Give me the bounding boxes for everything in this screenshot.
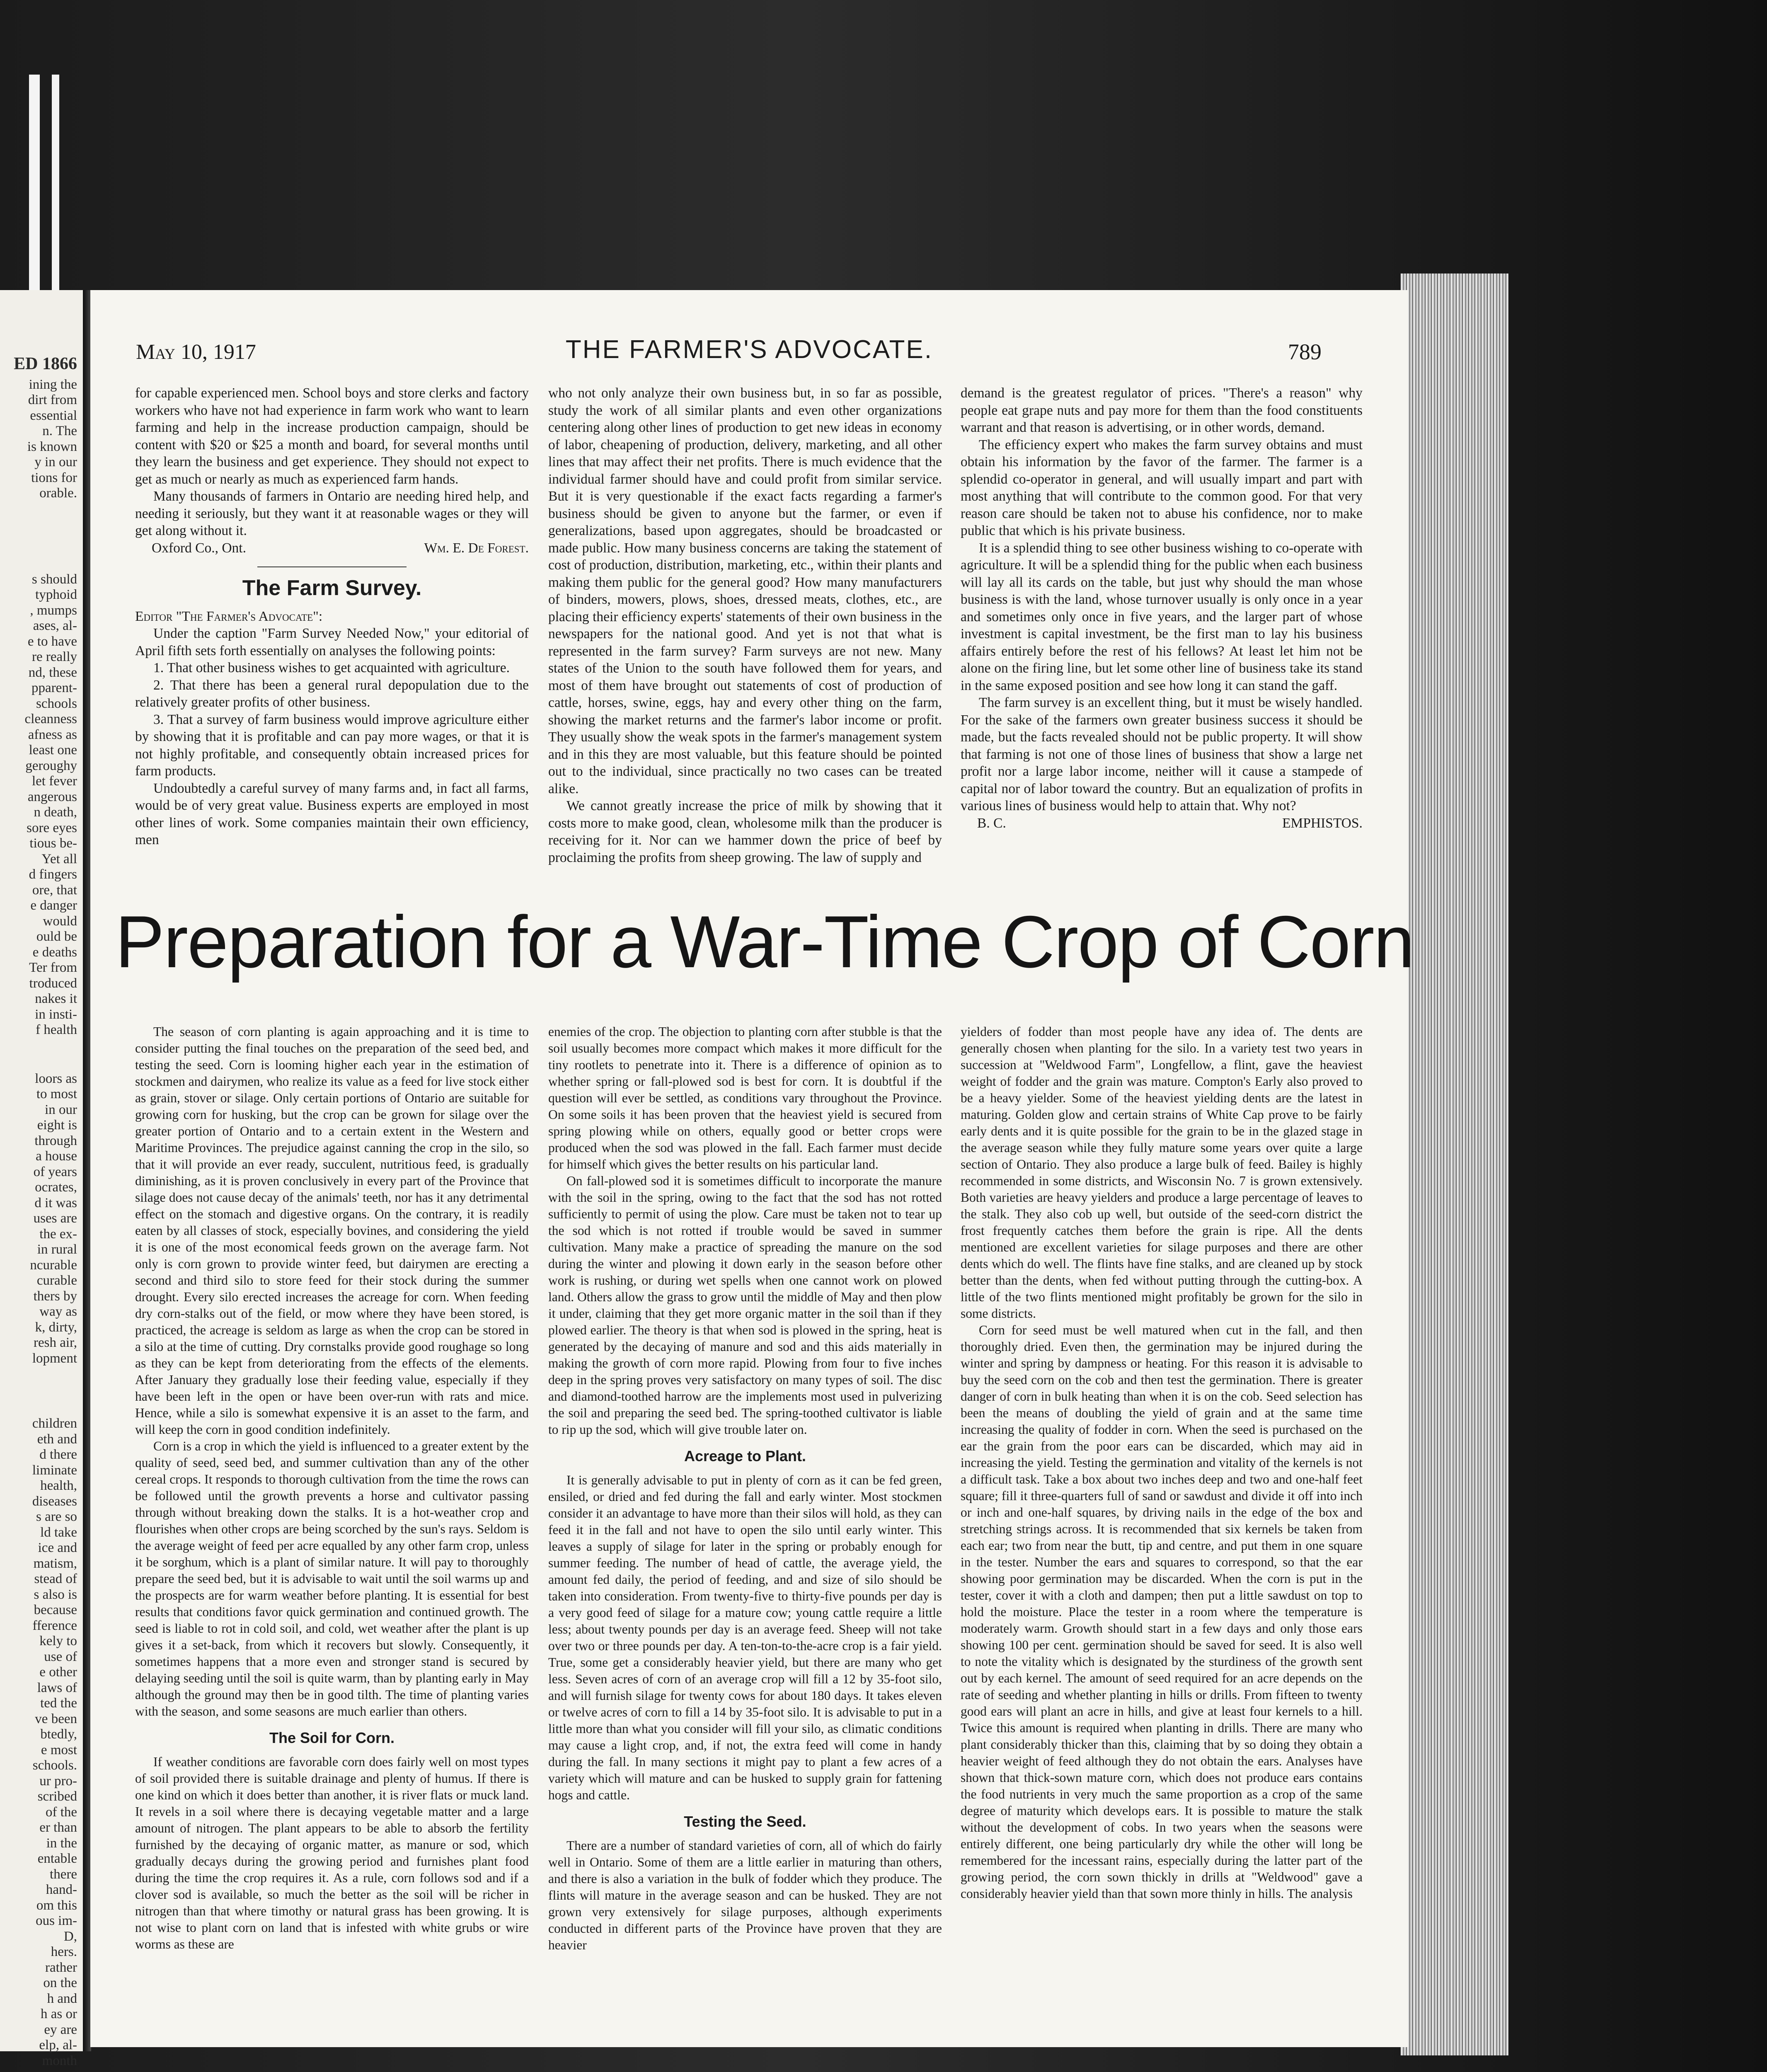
paragraph: enemies of the crop. The objection to planting corn after stubble is that the soil usually becomes more compact which makes it more difficult for the tiny rootlets to penetrate into it. There is a difference of opinion as to whether spring or fall-plowed sod is best for corn. It is doubtful if the question will ever be settled, as conditions vary throughout the Province. On some soils it has been proven that the heaviest yield is secured from spring plowing while on others, equally good or better crops were produced when the sod was plowed in the fall. Each farmer must decide for himself which gives the better results on his particular land.: [548, 1024, 942, 1172]
previous-page-line: eight is: [37, 1118, 77, 1133]
editor-salutation: Editor "The Farmer's Advocate":: [135, 608, 323, 624]
previous-page-fragment: [0, 290, 83, 2068]
previous-page-line: e deaths: [32, 944, 77, 960]
paragraph: demand is the greatest regulator of prices. "There's a reason" why people eat grape nuts and pay more for them than the food constituents warrant and that reason is advertising, or in other words, demand.: [961, 385, 1363, 435]
previous-page-line: in the: [46, 1835, 77, 1851]
previous-page-line: geroughy: [25, 758, 77, 773]
page-title: THE FARMER'S ADVOCATE.: [565, 335, 933, 364]
page-date: May 10, 1917: [136, 340, 256, 364]
previous-page-line: re really: [31, 649, 77, 664]
previous-page-line: entable: [37, 1851, 77, 1866]
scan-marker: [29, 75, 40, 307]
previous-page-line: month: [42, 2053, 77, 2068]
previous-page-line: e to have: [27, 634, 77, 649]
previous-page-line: least one: [29, 743, 77, 758]
previous-page-line: a house: [36, 1149, 77, 1164]
signature: [135, 540, 529, 557]
previous-page-line: ould be: [36, 929, 77, 944]
previous-page-line: Yet all: [41, 851, 77, 867]
paragraph: Undoubtedly a careful survey of many farms and, in fact all farms, would be of very great value. Business experts are employed in most other lines of work. Some companies maintain their own efficiency, men: [135, 780, 529, 847]
previous-page-line: scribed: [37, 1789, 77, 1804]
previous-page-line: stead of: [34, 1571, 77, 1586]
paragraph: 3. That a survey of farm business would improve agriculture either by showing that it is profitable and can pay more wages, or that it is not highly profitable, and consequently obtain increased prices for farm products.: [135, 712, 529, 779]
previous-page-line: resh air,: [34, 1335, 77, 1350]
previous-page-line: laws of: [37, 1680, 77, 1695]
previous-page-line: because: [34, 1602, 77, 1617]
previous-page-line: way as: [39, 1304, 77, 1319]
previous-page-line: curable: [36, 1273, 77, 1288]
previous-page-line: orable.: [39, 486, 77, 501]
previous-page-line: s should: [31, 571, 77, 587]
previous-page-line: , mumps: [30, 603, 77, 618]
scan-marker: [52, 75, 59, 307]
paragraph: for capable experienced men. School boys and store clerks and factory workers who have not had experience in farm work who want to learn farming and help in the increase production campaign, should be content with $20 or $25 a month and board, for several months until they learn the business and get experience. They should not expect to get as much or nearly as much as experienced farm hands.: [135, 385, 529, 487]
paragraph: Under the caption "Farm Survey Needed Now," your editorial of April fifth sets forth essentially on analyses the following points:: [135, 626, 529, 658]
page-number: 789: [1288, 339, 1322, 364]
previous-page-line: fference: [32, 1618, 77, 1633]
previous-page-line: in insti-: [35, 1007, 77, 1022]
previous-page-lines: [0, 1071, 83, 1367]
previous-page-line: angerous: [27, 789, 77, 804]
previous-page-line: ld take: [40, 1525, 77, 1540]
signature-name: Wm. E. De Forest.: [424, 540, 529, 556]
previous-page-line: D,: [63, 1929, 77, 1944]
previous-page-line: Ter from: [29, 960, 77, 975]
previous-page-line: e most: [41, 1742, 77, 1757]
paragraph: There are a number of standard varieties of corn, all of which do fairly well in Ontario. Some of them are a little earlier in maturing than others, and there is also a variation in the bulk of fodder which they produce. The flints will mature in the average season and can be husked. They are not grown very extensively for silage purposes, although experiments conducted in different parts of the Province have proven that they are heavier: [548, 1838, 942, 1952]
previous-page-line: n. The: [42, 424, 77, 438]
previous-page-line: k, dirty,: [35, 1319, 77, 1335]
previous-page-line: ining the: [29, 377, 77, 392]
previous-page-line: nd, these: [28, 665, 77, 680]
previous-page-line: dirt from: [28, 392, 77, 407]
previous-page-line: om this: [36, 1898, 77, 1913]
signature-place: Oxford Co., Ont.: [152, 540, 246, 556]
previous-page-line: the ex-: [39, 1226, 77, 1242]
previous-page-line: hers.: [51, 1944, 77, 1959]
previous-page-line: troduced: [29, 975, 77, 991]
previous-page-line: ted the: [40, 1696, 77, 1711]
paragraph: Corn is a crop in which the yield is influenced to a greater extent by the quality of seed, seed bed, and summer cultivation than any of the other cereal crops. It responds to thorough cultivation from the time the rows can be followed until the growth prevents a horse and cultivator passing through without breaking down the stalks. It is a hot-weather crop and flourishes when other crops are being scorched by the sun's rays. Seldom is the average weight of feed per acre equalled by any other farm crop, unless it be sorghum, which is a plant of similar nature. It will pay to thoroughly prepare the seed bed, but it is advisable to wait until the soil warms up and the prospects are for warm weather before planting. It is essential for best results that conditions favor quick germination and continued growth. The seed is liable to rot in cold soil, and cold, wet weather after the plant is up gives it a set-back, from which it recovers but slowly. Consequently, it sometimes happens that a more even and stronger stand is secured by delaying seeding until the soil is quite warm, than by planting early in May although the ground may then be in good tilth. The time of planting varies with the season, and some seasons are much earlier than others.: [135, 1439, 529, 1719]
previous-page-line: tions for: [31, 470, 77, 485]
previous-page-line: sore eyes: [27, 820, 77, 835]
previous-page-line: is known: [27, 439, 77, 454]
previous-page-line: s also is: [34, 1587, 77, 1602]
signature: [961, 815, 1363, 832]
section-heading: Testing the Seed.: [684, 1813, 806, 1830]
paragraph: It is generally advisable to put in plenty of corn as it can be fed green, ensiled, or dried and fed during the fall and early winter. Most stockmen consider it an advantage to have more than their silos will hold, as they can feed it in the fall and not have to open the silo until early winter. This leaves a supply of silage for later in the spring or probably enough for summer feeding. The number of head of cattle, the average yield, the amount fed daily, the period of feeding, and and size of silo should be taken into consideration. From twenty-five to thirty-five pounds per day is a very good feed of silage for a mature cow; young cattle require a little less; about twenty pounds per day is an average feed. Sheep will not take over two or three pounds per day. A ten-ton-to-the-acre crop is a fair yield. True, some get a considerably heavier yield, but there are many who get less. Seven acres of corn of an average crop will fill a 12 by 35-foot silo, and will furnish silage for twenty cows for about 180 days. It takes eleven or twelve acres of corn to fill a 14 by 35-foot silo. It is advisable to put in a little more than what you consider will fill your silo, as climatic conditions may cause a light crop, and, if not, the extra feed will come in handy during the fall. In many sections it might pay to plant a few acres of a variety which will mature and can be husked to supply grain for fattening hogs and cattle.: [548, 1473, 942, 1802]
top-column-2: [548, 385, 942, 866]
signature-initials: B. C.: [977, 815, 1006, 831]
paragraph: yielders of fodder than most people have any idea of. The dents are generally chosen when planting for the silo. In a variety test two years in succession at "Weldwood Farm", Longfellow, a flint, gave the heaviest weight of fodder and the grain was mature. Compton's Early also proved to be a heavy yielder. Some of the heaviest yielding dents are the latest in maturing. Golden glow and certain strains of White Cap prove to be fairly early dents and it is quite possible for the grain to be in the glazed stage in the average season while they fully mature some years over quite a large section of Ontario. They also produce a large bulk of feed. Bailey is highly recommended in some districts, and Wisconsin No. 7 is grown extensively. Both varieties are heavy yielders and produce a large percentage of leaves to the stalk. They also cob up well, but outside of the seed-corn district the frost frequently catches them before the grain is ripe. All the dents mentioned are excellent varieties for silage purposes and there are other dents which do well. The flints have fine stalks, and are cleaned up by stock better than the dents, when fed without putting through the cutting-box. A little of the two flints mentioned might profitably be grown for the silo in some districts.: [961, 1024, 1363, 1321]
previous-page-line: on the: [43, 1975, 77, 1990]
paragraph: It is a splendid thing to see other business wishing to co-operate with agriculture. It will be a splendid thing for the public when each business will lay all its cards on the table, but just why should the man whose business is with the land, whose turnover usually is only once in a year and sometimes only once in five years, and the larger part of whose investment is capital investment, be the first man to lay his business affairs entirely before the rest of his fellows? At least let him not be alone on the firing line, but let some other line of business take its stand in the same exposed position and see how long it can stand the gaff.: [961, 540, 1363, 693]
paragraph: On fall-plowed sod it is sometimes difficult to incorporate the manure with the soil in the spring, owing to the fact that the sod has not rotted sufficiently to permit of using the plow. Care must be taken not to tear up the sod which is not rotted if trouble would be saved in summer cultivation. Many make a practice of spreading the manure on the sod during the winter and plowing it down early in the season before other work is rushing, or during wet spells when one cannot work on plowed land. Others allow the grass to grow until the middle of May and then plow it under, claiming that they get more organic matter in the soil than if they plowed earlier. The theory is that when sod is plowed in the spring, heat is generated by the decaying of manure and sod and this aids materially in making the growth of corn more rapid. Plowing from four to five inches deep in the spring proves very satisfactory on many types of soil. The disc and diamond-toothed harrow are the implements most used in pulverizing the soil and preparing the seed bed. The spring-toothed cultivator is liable to rip up the sod, which will give trouble later on.: [548, 1174, 942, 1437]
book-spine: [83, 290, 91, 2051]
paragraph: 2. That there has been a general rural depopulation due to the relatively greater profits of other business.: [135, 677, 529, 710]
previous-page-line: er than: [39, 1820, 77, 1835]
previous-page-date: ED 1866: [14, 354, 77, 373]
previous-page-line: cleanness: [24, 712, 77, 726]
previous-page-line: ice and: [38, 1540, 77, 1555]
previous-page-line: children: [32, 1416, 77, 1431]
paragraph: Many thousands of farmers in Ontario are needing hired help, and needing it seriously, but they want it at reasonable wages or they will get along without it.: [135, 489, 529, 538]
paragraph: We cannot greatly increase the price of milk by showing that it costs more to make good, clean, wholesome milk than the producer is receiving for it. Nor can we hammer down the price of beef by proclaiming the profits from sheep growing. The law of supply and: [548, 798, 942, 865]
article-column-2: [548, 1024, 942, 1953]
previous-page-line: e danger: [30, 898, 77, 913]
newspaper-page: [90, 290, 1414, 2047]
previous-page-line: health,: [40, 1478, 77, 1493]
article-column-1: [135, 1024, 529, 1953]
previous-page-line: kely to: [39, 1634, 77, 1648]
previous-page-line: ey are: [44, 2022, 77, 2037]
previous-page-line: nakes it: [35, 991, 77, 1006]
previous-page-line: tious be-: [29, 836, 77, 851]
previous-page-line: h as or: [41, 2007, 77, 2021]
paragraph: Corn for seed must be well matured when cut in the fall, and then thoroughly dried. Even then, the germination may be injured during the winter and spring by dampness or heating. For this reason it is advisable to buy the seed corn on the cob and then test the germination. There is greater danger of corn in bulk heating than when it is on the cob. Seed selection has been the means of doubling the yield of grain and at the same time increasing the quality of fodder in corn. When the seed is purchased on the ear the grain from the poor ears can be discarded, which may aid in increasing the yield. Testing the germination and vitality of the kernels is not a difficult task. Take a box about two inches deep and two and one-half feet square; fill it three-quarters full of sand or sawdust and divide it off into inch or inch and one-half squares, by driving nails in the edge of the box and stretching strings across. It is recommended that six kernels be taken from each ear; two from near the butt, tip and centre, and put them in one square in the tester. Number the ears and squares to correspond, so that the ear showing poor germination may be discarded. When the corn is put in the tester, cover it with a cloth and dampen; then put a little sawdust on top to hold the moisture. Place the tester in a room where the temperature is moderately warm. Growth should start in a few days and only those ears showing 100 per cent. germination should be saved for seed. It is also well to note the vitality which is designated by the sturdiness of the growth sent out by each kernel. The amount of seed required for an acre depends on the rate of seeding and whether planting in hills or drills. From fifteen to twenty good ears will plant an acre in hills, and give at least four kernels to a hill. Twice this amount is required when planting in drills. There are many who plant considerably thicker than this, claiming that by so doing they obtain a heavier weight of feed although they do not obtain the ears. Analyses have shown that thick-sown mature corn, which does not produce ears contains the food nutrients in very much the same proportion as a crop of the same degree of maturity which develops ears. It is possible to mature the stalk without the development of cobs. In two years when the seasons were entirely different, one being particularly dry while the other will long be remembered for the incessant rains, especially during the latter part of the growing period, the corn sown thickly in drills at "Weldwood" gave a considerably heavier yield than that sown more thinly in hills. The analysis: [961, 1323, 1363, 1901]
previous-page-line: pparent-: [31, 680, 77, 695]
book-page-edges: [1401, 274, 1508, 2055]
previous-page-line: ncurable: [30, 1257, 77, 1273]
previous-page-line: ur pro-: [39, 1773, 77, 1789]
previous-page-line: there: [50, 1866, 77, 1882]
previous-page-line: y in our: [34, 455, 77, 470]
paragraph: who not only analyze their own business but, in so far as possible, study the work of all similar plants and even other organizations centering along other lines of production to get new ideas in economy of labor, cheapening of production, delivery, marketing, and all other lines that may affect their net profits. There is much evidence that the individual farmer should have and could profit from similar service. But it is very questionable if the exact facts regarding a farmer's business should be given to anyone but the farmer, or even if generalizations, based upon aggregates, should be broadcasted or made public. How many business concerns are taking the statement of cost of production, distribution, marketing, etc., within their plants and making them public for the general good? How many manufacturers of binders, mowers, plows, shoes, dressed meats, clothes, etc., are placing their efficiency experts' statements of their own business in the newspapers for the national good. And yet is not that what is represented in the farm survey? Farm surveys are not new. Many states of the Union to the south have followed them for years, and most of them have brought out statements of cost of production of cattle, horses, swine, eggs, hay and every other thing on the farm, showing the market returns and the farmer's labor income or profit. They usually show the weak spots in the farmer's management system and in this they are most valuable, but this feature should be pointed out to the individual, since practically no two cases can be treated alike.: [548, 385, 942, 796]
paragraph: If weather conditions are favorable corn does fairly well on most types of soil provided there is suitable drainage and plenty of humus. If there is one kind on which it does better than another, it is river flats or muck land. It revels in a soil where there is decaying vegetable matter and a large amount of nitrogen. The plant appears to be able to absorb the fertility furnished by the decaying of organic matter, as manure or sod, which gradually decays during the growing period and furnishes plant food during the time the crop requires it. As a rule, corn follows sod and if a clover sod is available, so much the better as the soil will be richer in nitrogen than that where timothy or natural grass has been growing. It is not wise to plant corn on land that is infested with white grubs or wire worms as these are: [135, 1755, 529, 1951]
previous-page-line: rather: [45, 1960, 77, 1975]
previous-page-line: ore, that: [32, 882, 77, 898]
previous-page-line: d there: [39, 1447, 77, 1462]
previous-page-line: schools: [36, 696, 77, 711]
article-column-3: [961, 1024, 1363, 1902]
section-heading: The Farm Survey.: [242, 576, 422, 600]
section-heading: Acreage to Plant.: [684, 1447, 806, 1464]
previous-page-line: in rural: [37, 1242, 77, 1257]
previous-page-lines: [0, 572, 83, 1038]
previous-page-line: e other: [39, 1665, 77, 1680]
previous-page-line: hand-: [46, 1882, 77, 1897]
previous-page-line: n death,: [34, 805, 77, 820]
paragraph: 1. That other business wishes to get acquainted with agriculture.: [153, 660, 510, 675]
previous-page-line: to most: [36, 1087, 77, 1101]
previous-page-lines: [0, 1416, 83, 2069]
paragraph: The farm survey is an excellent thing, but it must be wisely handled. For the sake of the farmers own greater business success it should be made, but the facts revealed should not be public property. It will show that farming is not one of those lines of business that show a large net profit nor a large labor income, neither will it cause a stampede of capital nor of labor toward the country. But an equalization of profits in various lines of business would help to attain that. Why not?: [961, 695, 1363, 813]
previous-page-line: uses are: [33, 1211, 77, 1226]
previous-page-line: through: [34, 1133, 77, 1148]
previous-page-line: of the: [45, 1804, 77, 1820]
previous-page-line: ases, al-: [33, 618, 77, 633]
previous-page-line: lopment: [32, 1351, 77, 1366]
divider: [257, 566, 407, 567]
paragraph: The season of corn planting is again approaching and it is time to consider putting the final touches on the preparation of the seed bed, and testing the seed. Corn is looming higher each year in the estimation of stockmen and dairymen, who realize its value as a feed for live stock either as grain, stover or silage. Only certain portions of Ontario are suitable for growing corn for husking, but the crop can be grown for silage over the greater portion of Ontario and to a certain extent in the Western and Maritime Provinces. The prejudice against canning the crop in the silo, so that it will provide an ever ready, succulent, nutritious feed, is gradually diminishing, as it is proven conclusively in every part of the Province that silage does not cause decay of the animals' teeth, nor has it any detrimental effect on the stomach and digestive organs. On the contrary, it is readily eaten by all classes of stock, especially bovines, and considering the yield it is one of the most economical feeds grown on the average farm. Not only is corn grown to provide winter feed, but dairymen are erecting a second and third silo to store feed for their stock during the summer drought. Every silo erected increases the acreage for corn. When feeding dry corn-stalks out of the field, or mow where they have been stored, is practiced, the acreage is seldom as large as when the crop can be stored in a silo at the time of cutting. Dry cornstalks provide good roughage so long as they can be kept from deteriorating from the effects of the elements. After January they gradually lose their feeding value, especially if they have been left in the open or have been over-run with rats and mice. Hence, while a silo is somewhat expensive it is an asset to the farm, and will keep the corn in good condition indefinitely.: [135, 1024, 529, 1437]
previous-page-line: typhoid: [35, 587, 77, 602]
previous-page-line: ous im-: [36, 1913, 77, 1928]
previous-page-line: eth and: [37, 1431, 77, 1447]
previous-page-line: d fingers: [29, 867, 77, 882]
previous-page-line: btedly,: [40, 1727, 77, 1742]
signature-name: EMPHISTOS.: [1282, 815, 1363, 831]
top-column-3: [961, 385, 1363, 832]
previous-page-line: of years: [33, 1164, 77, 1179]
previous-page-line: liminate: [32, 1462, 77, 1478]
previous-page-line: use of: [44, 1649, 77, 1664]
previous-page-line: ocrates,: [35, 1180, 77, 1195]
previous-page-line: loors as: [35, 1071, 77, 1086]
article-headline: Preparation for a War-Time Crop of Corn: [115, 900, 1414, 983]
previous-page-line: h and: [47, 1991, 77, 2006]
previous-page-line: schools.: [32, 1758, 77, 1773]
previous-page-line: f health: [36, 1022, 77, 1037]
previous-page-line: ve been: [35, 1711, 77, 1726]
previous-page-line: essential: [30, 408, 77, 423]
previous-page-line: in our: [45, 1102, 77, 1117]
previous-page-line: elp, al-: [39, 2038, 77, 2053]
previous-page-line: diseases: [32, 1493, 77, 1509]
previous-page-line: s are so: [36, 1509, 77, 1524]
previous-page-line: let fever: [31, 774, 77, 789]
previous-page-line: would: [43, 913, 77, 929]
section-heading: The Soil for Corn.: [269, 1729, 395, 1746]
previous-page-line: afness as: [28, 727, 77, 742]
previous-page-lines: [0, 377, 83, 501]
previous-page-line: thers by: [33, 1288, 77, 1304]
previous-page-line: d it was: [34, 1195, 77, 1210]
previous-page-line: matism,: [33, 1556, 77, 1571]
paragraph: The efficiency expert who makes the farm survey obtains and must obtain his information by the favor of the farmer. The farmer is a splendid co-operator in general, and will usually impart and part with most anything that will contribute to the common good. For that very reason care should be taken not to abuse his confidence, nor to make public that which is his private business.: [961, 437, 1363, 538]
top-column-1: [135, 385, 529, 849]
